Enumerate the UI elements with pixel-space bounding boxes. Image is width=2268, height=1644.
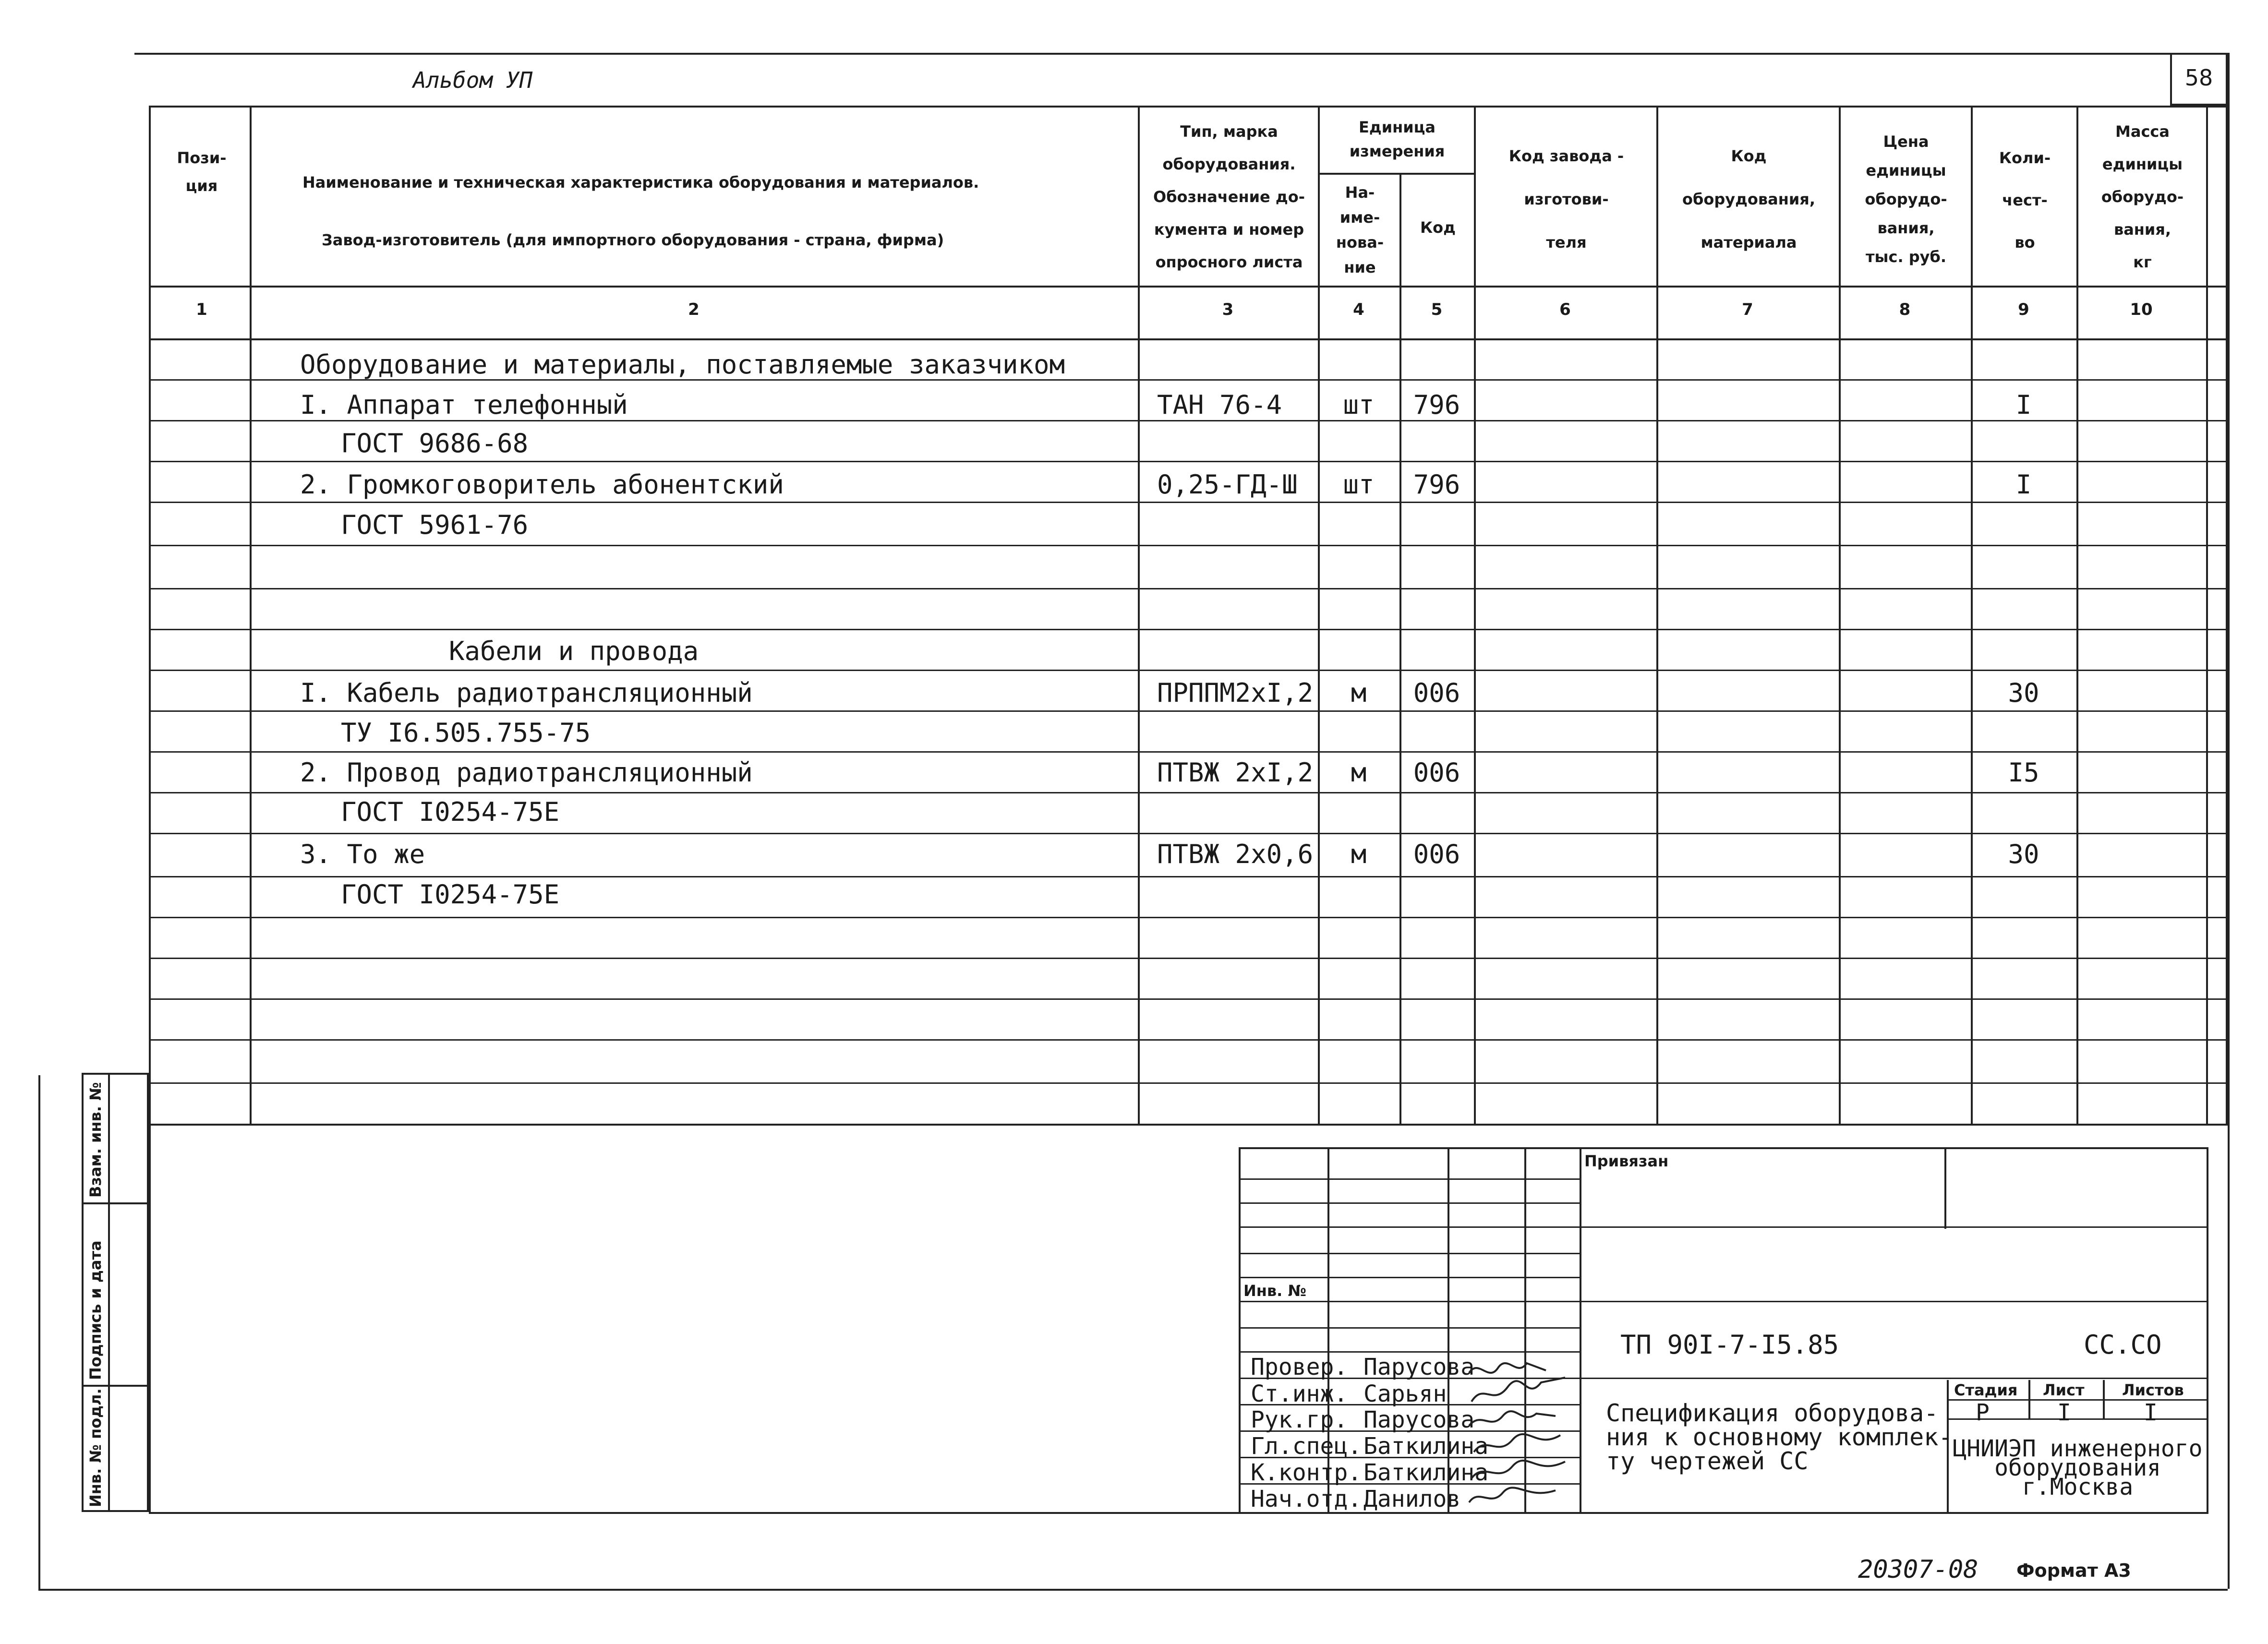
sig-name: Парусова xyxy=(1363,1406,1475,1433)
row-name: ТУ I6.505.755-75 xyxy=(341,718,591,748)
row-unit: шт xyxy=(1343,390,1375,420)
side-margin-line-1 xyxy=(82,1202,149,1204)
colnum-9: 9 xyxy=(2018,300,2029,319)
stamp-v5 xyxy=(1944,1147,1946,1229)
row-qty: 30 xyxy=(2008,678,2039,708)
stamp-h1 xyxy=(1239,1178,1580,1180)
col-line-7 xyxy=(1839,106,1841,1126)
colnum-2: 2 xyxy=(688,300,700,319)
sig-name: Данилов xyxy=(1363,1486,1461,1512)
row-separator xyxy=(149,792,2228,793)
stamp-h8 xyxy=(1239,1351,1580,1353)
row-qty: I xyxy=(2015,469,2032,500)
row-separator xyxy=(149,958,2228,959)
row-type: 0,25-ГД-Ш xyxy=(1157,469,1298,500)
stamp-h3 xyxy=(1239,1226,2208,1228)
header-unit-code: Код xyxy=(1420,218,1456,237)
row-separator xyxy=(149,917,2228,918)
page-border-bottom xyxy=(38,1589,2228,1591)
row-name: I. Кабель радиотрансляционный xyxy=(300,678,753,708)
row-name: I. Аппарат телефонный xyxy=(300,390,628,420)
row-qty: I xyxy=(2015,390,2032,420)
row-name: ГОСТ 5961-76 xyxy=(341,510,529,540)
col-line-6 xyxy=(1656,106,1658,1126)
side-label-podpis: Подпись и дата xyxy=(86,1240,105,1380)
row-unit-code: 796 xyxy=(1413,390,1460,420)
stage-label: Стадия xyxy=(1954,1381,2018,1399)
inv-no-label: Инв. № xyxy=(1243,1282,1306,1300)
row-separator xyxy=(149,502,2228,503)
colnum-4: 4 xyxy=(1353,300,1364,319)
sig-name: Баткилина xyxy=(1363,1459,1489,1486)
row-type: ТАН 76-4 xyxy=(1157,390,1282,420)
row-unit: м xyxy=(1351,678,1367,708)
row-unit-code: 006 xyxy=(1413,839,1460,869)
row-name: ГОСТ I0254-75Е xyxy=(341,797,560,827)
org-line-3: г.Москва xyxy=(2022,1474,2134,1500)
org-line-2: оборудования xyxy=(1994,1454,2161,1481)
sig-role: Нач.отд. xyxy=(1251,1486,1362,1512)
row-name: Оборудование и материалы, поставляемые заказчиком xyxy=(300,349,1065,380)
sig-role: Провер. xyxy=(1251,1354,1348,1380)
colnum-3: 3 xyxy=(1222,300,1234,319)
format-label: Формат А3 xyxy=(2016,1560,2131,1581)
row-name: 3. То же xyxy=(300,839,425,869)
row-type: ПТВЖ 2хI,2 xyxy=(1157,757,1314,788)
stamp-h6 xyxy=(1239,1301,2208,1302)
header-position: Пози- ция xyxy=(177,149,227,195)
doc-title-line-1: Спецификация оборудова- xyxy=(1606,1399,1939,1427)
row-qty: 30 xyxy=(2008,839,2039,869)
header-type: Тип, марка оборудования. Обозначение до- кумента и номер опросного листа xyxy=(1153,122,1305,271)
stamp-h4 xyxy=(1239,1253,1580,1254)
row-unit: м xyxy=(1351,839,1367,869)
row-type: ПРППМ2хI,2 xyxy=(1157,678,1314,708)
row-unit: м xyxy=(1351,757,1367,788)
col-line-5 xyxy=(1474,106,1476,1126)
side-label-inv-podl: Инв. № подл. xyxy=(86,1388,105,1507)
sig-role: К.контр. xyxy=(1251,1459,1362,1486)
col-line-1 xyxy=(250,106,252,1126)
header-unit: Единица измерения xyxy=(1349,118,1445,160)
row-separator xyxy=(149,629,2228,630)
row-name: ГОСТ 9686-68 xyxy=(341,428,529,458)
colnum-1: 1 xyxy=(196,300,207,319)
col-line-10 xyxy=(2206,106,2208,1126)
header-price: Цена единицы оборудо- вания, тыс. руб. xyxy=(1865,132,1947,266)
colnum-7: 7 xyxy=(1742,300,1753,319)
row-separator xyxy=(149,710,2228,712)
unit-header-split xyxy=(1318,173,1474,175)
side-margin-bottom-line xyxy=(149,1126,151,1512)
row-name: ГОСТ I0254-75Е xyxy=(341,879,560,910)
row-separator xyxy=(149,1082,2228,1084)
sig-role: Рук.гр. xyxy=(1251,1406,1348,1433)
colnum-8: 8 xyxy=(1899,300,1911,319)
side-margin-split xyxy=(108,1073,110,1512)
row-separator xyxy=(149,1039,2228,1041)
stamp-h5 xyxy=(1239,1277,1580,1278)
sheets-value: I xyxy=(2144,1399,2158,1426)
doc-code: ТП 90I-7-I5.85 xyxy=(1620,1330,1839,1360)
page-border-top xyxy=(134,53,2228,55)
album-label: Альбом УП xyxy=(413,67,533,93)
page-border-left xyxy=(38,1075,40,1589)
stage-value: Р xyxy=(1976,1399,1990,1426)
col-line-8 xyxy=(1971,106,1973,1126)
sig-name: Сарьян xyxy=(1363,1380,1447,1407)
sig-role: Гл.спец. xyxy=(1251,1433,1362,1460)
sig-name: Баткилина xyxy=(1363,1433,1489,1460)
sheet-label: Лист xyxy=(2043,1381,2085,1399)
row-separator xyxy=(149,545,2228,546)
header-mass: Масса единицы оборудо- вания, кг xyxy=(2101,122,2184,271)
header-quantity: Коли- чест- во xyxy=(1999,149,2051,252)
row-qty: I5 xyxy=(2008,757,2039,788)
handwritten-doc-number: 20307-08 xyxy=(1858,1555,1978,1584)
colnum-5: 5 xyxy=(1431,300,1443,319)
colnum-6: 6 xyxy=(1559,300,1571,319)
row-separator xyxy=(149,420,2228,421)
header-factory-code: Код завода - изготови- теля xyxy=(1508,147,1624,252)
colnum-10: 10 xyxy=(2130,300,2153,319)
header-equipment-code: Код оборудования, материала xyxy=(1682,147,1815,252)
sig-name: Парусова xyxy=(1363,1354,1475,1380)
row-unit-code: 796 xyxy=(1413,469,1460,500)
doc-title-line-2: ния к основному комплек- xyxy=(1606,1423,1953,1451)
sheets-label: Листов xyxy=(2122,1381,2184,1399)
row-name: 2. Громкоговоритель абонентский xyxy=(300,469,784,500)
row-separator xyxy=(149,876,2228,877)
row-name: 2. Провод радиотрансляционный xyxy=(300,757,753,788)
row-separator xyxy=(149,833,2228,834)
row-separator xyxy=(149,461,2228,462)
sheet-number: 58 xyxy=(2184,65,2213,91)
row-separator xyxy=(149,588,2228,589)
row-unit-code: 006 xyxy=(1413,678,1460,708)
doc-title-line-3: ту чертежей СС xyxy=(1606,1447,1809,1475)
handwritten-signatures xyxy=(1464,1354,1589,1512)
sheet-value: I xyxy=(2057,1399,2071,1426)
sig-role: Ст.инж. xyxy=(1251,1380,1348,1407)
header-name: Наименование и техническая характеристика оборудования и материалов. Завод-изготовитель (для импортного оборудования - страна, фирма) xyxy=(302,173,979,249)
row-separator xyxy=(149,670,2228,671)
org-line-1: ЦНИИЭП инженерного xyxy=(1953,1435,2203,1462)
header-unit-name: На- име- нова- ние xyxy=(1336,183,1384,276)
colnum-bottom-line xyxy=(149,338,2228,340)
row-separator xyxy=(149,998,2228,1000)
row-unit: шт xyxy=(1343,469,1375,500)
row-separator xyxy=(149,751,2228,753)
page-border-right xyxy=(2228,53,2230,1589)
row-type: ПТВЖ 2х0,6 xyxy=(1157,839,1314,869)
row-unit-code: 006 xyxy=(1413,757,1460,788)
col-line-3 xyxy=(1318,106,1320,1126)
header-bottom-line xyxy=(149,286,2228,288)
stamp-h2 xyxy=(1239,1202,1580,1204)
col-line-9 xyxy=(2076,106,2078,1126)
section-title: Кабели и провода xyxy=(449,636,699,666)
privyazan-label: Привязан xyxy=(1584,1152,1669,1170)
doc-mark: СС.СО xyxy=(2084,1330,2162,1360)
stamp-h7 xyxy=(1239,1327,1580,1329)
side-label-vzam: Взам. инв. № xyxy=(86,1082,105,1198)
side-margin-line-2 xyxy=(82,1385,149,1387)
col-line-2 xyxy=(1138,106,1140,1126)
